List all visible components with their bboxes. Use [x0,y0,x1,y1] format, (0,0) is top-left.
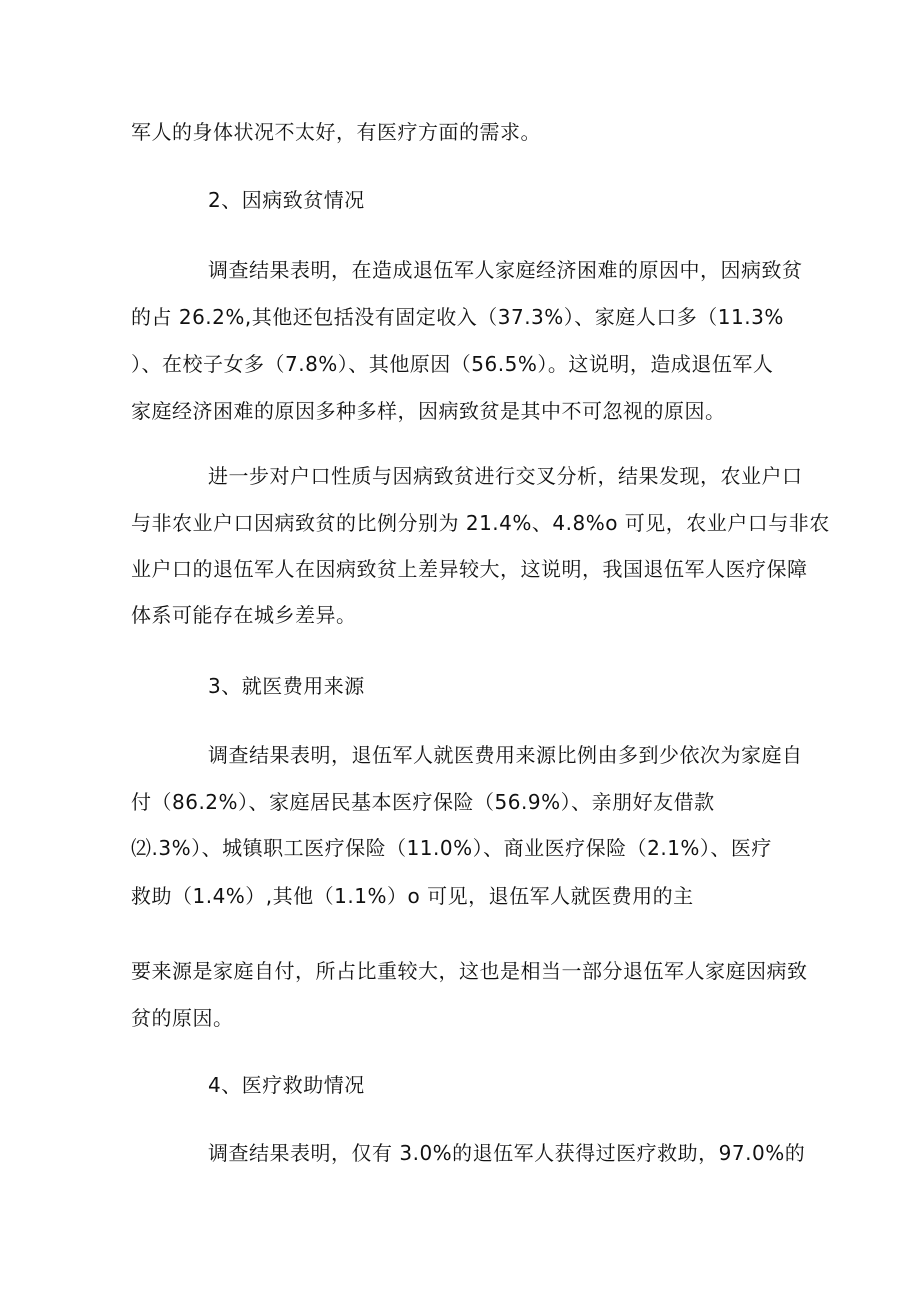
paragraph-line: 军人的身体状况不太好，有医疗方面的需求。 [131,120,541,144]
section-heading: 4、医疗救助情况 [208,1073,365,1097]
paragraph-line: ）、在校子女多（7.8%）、其他原因（56.5%）。这说明，造成退伍军人 [131,352,774,376]
paragraph-line: 救助（1.4%）,其他（1.1%）o 可见，退伍军人就医费用的主 [131,884,694,908]
paragraph-line: 进一步对户口性质与因病致贫进行交叉分析，结果发现，农业户口 [208,464,803,488]
section-heading: 3、就医费用来源 [208,674,365,698]
paragraph-line: 的占 26.2%,其他还包括没有固定收入（37.3%）、家庭人口多（11.3% [131,305,784,329]
paragraph-line: 付（86.2%）、家庭居民基本医疗保险（56.9%）、亲朋好友借款 [131,790,715,814]
paragraph-line: 调查结果表明，仅有 3.0%的退伍军人获得过医疗救助，97.0%的 [208,1141,806,1165]
section-heading: 2、因病致贫情况 [208,188,365,212]
paragraph-line: 家庭经济困难的原因多种多样，因病致贫是其中不可忽视的原因。 [131,399,726,423]
paragraph-line: 业户口的退伍军人在因病致贫上差异较大，这说明，我国退伍军人医疗保障 [131,557,808,581]
paragraph-line: 体系可能存在城乡差异。 [131,603,357,627]
paragraph-line: 要来源是家庭自付，所占比重较大，这也是相当一部分退伍军人家庭因病致 [131,959,808,983]
paragraph-line: 与非农业户口因病致贫的比例分别为 21.4%、4.8%o 可见，农业户口与非农 [131,511,830,535]
paragraph-line: ⑵.3%）、城镇职工医疗保险（11.0%）、商业医疗保险（2.1%）、医疗 [131,836,772,860]
paragraph-line: 调查结果表明，退伍军人就医费用来源比例由多到少依次为家庭自 [208,743,803,767]
paragraph-line: 贫的原因。 [131,1006,234,1030]
paragraph-line: 调查结果表明，在造成退伍军人家庭经济困难的原因中，因病致贫 [208,258,803,282]
